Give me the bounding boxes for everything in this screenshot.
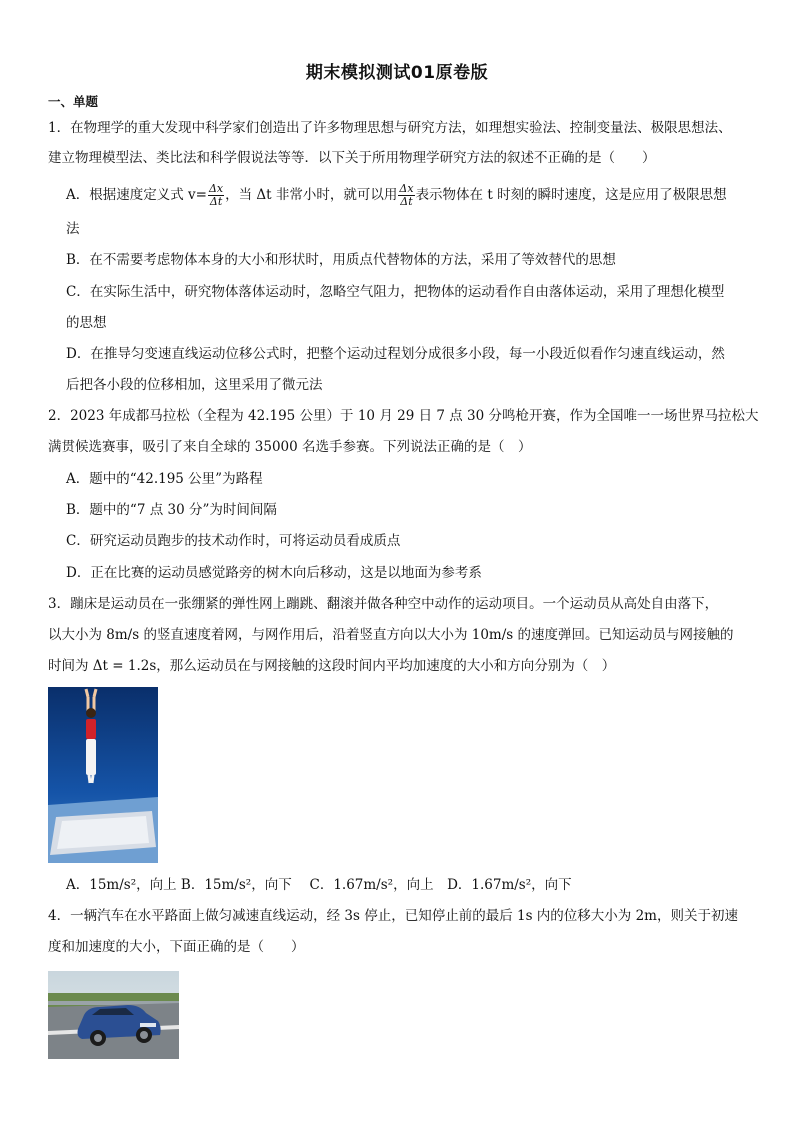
q1-stem-line1: 1．在物理学的重大发现中科学家们创造出了许多物理思想与研究方法，如理想实验法、控制变量法、极限思想法、 — [48, 120, 732, 136]
q1-option-a-cont: 法 — [66, 221, 80, 237]
q1-stem-line2: 建立物理模型法、类比法和科学假说法等等．以下关于所用物理学研究方法的叙述不正确的是（ ） — [48, 150, 656, 166]
q1-option-a — [66, 183, 727, 208]
q1-option-c-cont: 的思想 — [66, 315, 107, 331]
q3-stem-line3: 时间为 Δt = 1.2s，那么运动员在与网接触的这段时间内平均加速度的大小和方向分别为（ ） — [48, 658, 616, 674]
q3-stem-line2: 以大小为 8m/s 的竖直速度着网，与网作用后，沿着竖直方向以大小为 10m/s 的速度弹回。已知运动员与网接触的 — [48, 627, 734, 643]
q1-option-a-text2: ，当 Δt 非常小时，就可以用 — [225, 187, 398, 203]
q3-stem-line1: 3．蹦床是运动员在一张绷紧的弹性网上蹦跳、翻滚并做各种空中动作的运动项目。一个运动员从高处自由落下， — [48, 596, 719, 612]
fraction-denominator: Δt — [400, 195, 413, 208]
q1-option-b: B．在不需要考虑物体本身的大小和形状时，用质点代替物体的方法，采用了等效替代的思想 — [66, 252, 616, 268]
car-photo — [48, 971, 179, 1059]
q1-option-a-text1: A．根据速度定义式 v= — [66, 187, 207, 203]
q1-velocity-fraction — [208, 183, 224, 208]
q2-option-b: B．题中的“7 点 30 分”为时间间隔 — [66, 502, 277, 518]
q2-stem-line1: 2．2023 年成都马拉松（全程为 42.195 公里）于 10 月 29 日 7 点 30 分鸣枪开赛，作为全国唯一一场世界马拉松大 — [48, 408, 759, 424]
fraction-denominator: Δt — [209, 195, 223, 208]
q1-option-c: C．在实际生活中，研究物体落体运动时，忽略空气阻力，把物体的运动看作自由落体运动，采用了理想化模型 — [66, 284, 725, 300]
fraction-numerator: Δx — [208, 182, 224, 195]
q1-option-d: D．在推导匀变速直线运动位移公式时，把整个运动过程划分成很多小段，每一小段近似看作匀速直线运动，然 — [66, 346, 725, 362]
section-heading: 一、单题 — [48, 94, 99, 109]
q4-stem-line2: 度和加速度的大小，下面正确的是（ ） — [48, 939, 305, 955]
car-illustration — [48, 971, 179, 1059]
q1-option-a-text3: 表示物体在 t 时刻的瞬时速度，这是应用了极限思想 — [415, 187, 727, 203]
page-title: 期末模拟测试01原卷版 — [305, 63, 489, 83]
q1-option-d-cont: 后把各小段的位移相加，这里采用了微元法 — [66, 377, 323, 393]
q4-stem-line1: 4．一辆汽车在水平路面上做匀减速直线运动，经 3s 停止，已知停止前的最后 1s 内的位移大小为 2m，则关于初速 — [48, 908, 738, 924]
q3-options: A．15m/s²，向上 B．15m/s²，向下 C．1.67m/s²，向上 D．1.67m/s²，向下 — [66, 877, 572, 893]
q2-option-d: D．正在比赛的运动员感觉路旁的树木向后移动，这是以地面为参考系 — [66, 565, 482, 581]
q1-ratio-fraction — [398, 183, 414, 208]
trampoline-illustration — [48, 687, 158, 863]
q2-option-c: C．研究运动员跑步的技术动作时，可将运动员看成质点 — [66, 533, 401, 549]
q2-stem-line2: 满贯候选赛事，吸引了来自全球的 35000 名选手参赛。下列说法正确的是（ ） — [48, 439, 532, 455]
fraction-numerator: Δx — [399, 182, 414, 195]
trampoline-photo — [48, 687, 158, 863]
q2-option-a: A．题中的“42.195 公里”为路程 — [66, 471, 263, 487]
